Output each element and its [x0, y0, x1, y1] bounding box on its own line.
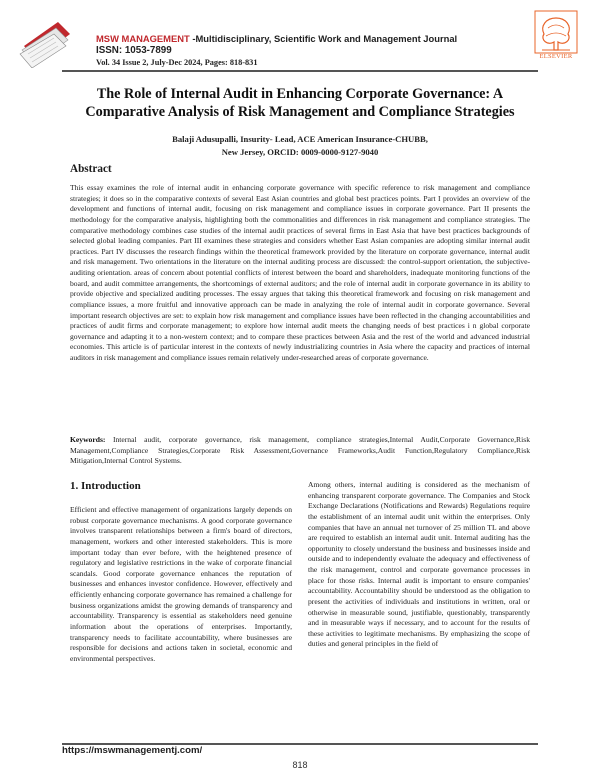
abstract-text: This essay examines the role of internal audit in enhancing corporate governance with specific reference to risk management and compliance strategies; it does so in the comparative contexts of several East Asian countries and global best practices points. Part I provides an overview of the development and functions of internal audit, focusing on risk management and compliance issues in corporate governance. Part II presents the methodology for the comparative analysis, highlighting both the commonalities and differences in risk management and compliance strategies. The comparative methodology combines case studies of the internal audit practices of several firms in East Asia that have best practices backgrounds of selected global leading companies. Part III examines these strategies and considers whether East Asian companies are adopting similar internal audit practices. Part IV discusses the research findings within the theoretical framework provided by the literature on corporate governance, internal audit and risk management. Two orientations in the literature on the internal auditing process are discussed: the control-support orientation, the subjective-auditing orientation. areas of concern about potential conflicts of interest between the board and shareholders, inadequate monitoring functions of the board, and audit committee arrangements, the shortcomings of external auditors; and the role of internal audit in corporate governance in its ability to provide objective and specialized auditing processes. The essay argues that taking this theoretical framework and focusing on risk management and compliance issues, a more fruitful and innovative approach can be made in analyzing the role of internal audit in corporate governance. Several important research objectives are set: to explain how risk management and compliance issues have been reflected in the changing accountabilities and practices of audit firms and corporate management; to explore how internal audit meets the changing needs of best practices i n global corporate governance and adapting it to a non-western context; and to compare these practices between Asia and the rest of the world and advanced industrial economies. This article is of particular interest in the contexts of newly industrializing countries in Asia where the capacity and practices of internal auditors in risk management and compliance issues remain relatively under-researched areas of corporate governance. [70, 183, 530, 362]
journal-subtitle: -Multidisciplinary, Scientific Work and Management Journal [189, 33, 458, 44]
introduction-right-column: Among others, internal auditing is considered as the mechanism of enhancing transparent corporate governance. The Companies and Stock Exchange Declarations (Notifications and Rewards) Regulations require the establishment of an internal audit unit within the enterprises. Only companies that have an annual net turnover of 25 million TL and above are required to establish an internal audit unit. Internal auditing has the opportunity to closely understand the business and businesses inside and outside and to independently evaluate the adequacy and effectiveness of the risk management, control and corporate governance processes in place for those risks. Internal audit is important to ensure companies' accountability. Accountability should be understood as the obligation to present the activities of individuals and institutions in written, oral or otherwise in measurable sound, justifiable, questionably, transparently and in measurable ways if necessary, and to account for the results of these activities to legitimate mechanisms. By emphasizing the scope of duties and general principles in the field of [308, 480, 530, 649]
introduction-heading: 1. Introduction [70, 480, 141, 492]
journal-logo-icon [18, 16, 74, 68]
journal-header [0, 0, 600, 76]
article-title-line-2: Comparative Analysis of Risk Management and Compliance Strategies [85, 103, 515, 120]
keywords-block [70, 435, 530, 467]
publisher-name: ELSEVIER [539, 53, 573, 60]
journal-brand: MSW MANAGEMENT [96, 33, 190, 44]
author-line-1: Balaji Adusupalli, Insurity- Lead, ACE American Insurance-CHUBB, [172, 134, 428, 144]
keywords-text: Internal audit, corporate governance, risk management, compliance strategies,Internal Audit,Corporate Governance,Risk Management,Compliance Strategies,Corporate Risk Assessment,Governance Frameworks,Audit Function,Regulatory Compliance,Risk Mitigation,Internal Control Systems. [70, 435, 530, 466]
volume-issue: Vol. 34 Issue 2, July-Dec 2024, Pages: 818-831 [96, 58, 258, 67]
author-line-2: New Jersey, ORCID: 0009-0000-9127-9040 [221, 146, 379, 157]
article-title [62, 86, 538, 121]
author-affiliation [62, 133, 538, 158]
page-number: 818 [292, 760, 308, 770]
article-title-line-1: The Role of Internal Audit in Enhancing Corporate Governance: A [96, 86, 504, 102]
introduction-left-column: Efficient and effective management of organizations largely depends on robust corporate governance mechanisms. A good corporate governance involves transparent relationships between a firm's board of directors, management, workers and other interested stakeholders. This is more important today than ever before, with the heightened presence of regulatory and legislative restrictions in the wake of corporate financial scandals. Good corporate governance enhances the reputation of businesses and enhances investor confidence. However, effectively and efficiently enhancing corporate governance has remained a challenge for business organizations amidst the growing demands of transparency and accountability. Transparency is essential as stakeholders need genuine information about the operations of enterprises. Importantly, transparency needs to facilitate accountability, where businesses are responsible for decisions and actions taken in societal, economic and environmental perspectives. [70, 505, 292, 663]
issn: ISSN: 1053-7899 [96, 45, 172, 56]
keywords-label: Keywords: [70, 435, 106, 444]
abstract-heading: Abstract [70, 163, 112, 175]
journal-name [96, 33, 457, 44]
journal-website-link[interactable]: https://mswmanagementj.com/ [62, 745, 203, 756]
header-divider [62, 70, 538, 72]
